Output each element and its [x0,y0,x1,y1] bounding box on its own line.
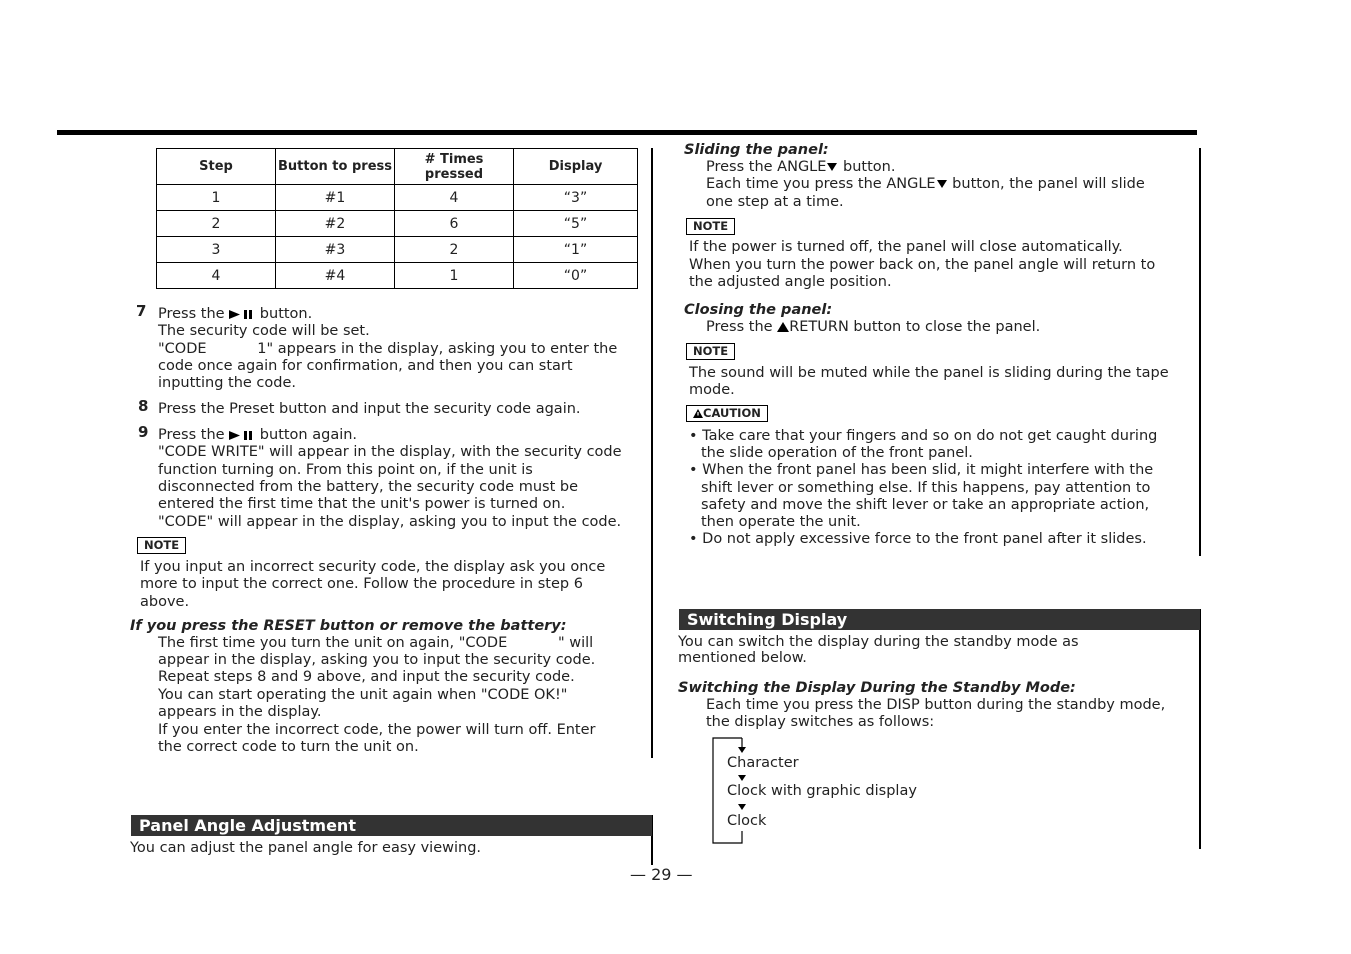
step9-line: entered the first time that the unit's power is turned on. [158,496,566,512]
step-number: 7 [136,302,147,320]
reset-line: the correct code to turn the unit on. [158,739,419,755]
switching-line: Each time you press the DISP button during the standby mode, [706,697,1166,713]
note2-line: When you turn the power back on, the panel angle will return to [689,257,1156,273]
table-header-text: # Times pressed [424,151,484,182]
note1-line: above. [140,594,190,610]
sliding-line [706,176,1145,193]
step9-post: button again. [259,427,358,443]
table-header: Display [514,149,638,185]
table-cell: 3 [157,237,276,263]
note3-line: mode. [689,382,735,398]
table-cell: “5” [514,211,638,237]
table-header [395,149,514,185]
note-badge: NOTE [686,218,735,235]
table-cell: #4 [276,263,395,289]
sliding-line1-post: button. [838,159,896,175]
down-triangle-icon [937,180,947,188]
step7-line: "CODE 1" appears in the display, asking you to enter the [158,341,618,357]
caution-line: then operate the unit. [701,514,861,530]
caution-line: • When the front panel has been slid, it might interfere with the [689,462,1154,478]
note2-line: If the power is turned off, the panel will close automatically. [689,239,1123,255]
step7-line: inputting the code. [158,375,296,391]
table-header-row [157,149,638,185]
right-rule-upper [1199,148,1201,556]
reset-line: Repeat steps 8 and 9 above, and input the security code. [158,669,575,685]
table-cell: #2 [276,211,395,237]
reset-line: appears in the display. [158,704,322,720]
flow-item: Clock [727,813,767,829]
step9-instruction [158,427,357,444]
closing-post: RETURN button to close the panel. [789,319,1041,335]
note-badge: NOTE [137,537,186,554]
step9-line: "CODE" will appear in the display, asking you to input the code. [158,514,622,530]
flow-item: Clock with graphic display [727,783,917,799]
table-row [157,263,638,289]
caution-label: CAUTION [703,406,761,420]
step9-line: "CODE WRITE" will appear in the display, with the security code [158,444,622,460]
security-code-table [156,148,638,289]
play-pause-icon [229,430,255,441]
caution-line: the slide operation of the front panel. [701,445,973,461]
right-rule-lower [1199,609,1201,849]
caution-line: safety and move the shift lever or take an appropriate action, [701,497,1150,513]
closing-pre: Press the [706,319,778,335]
note1-line: If you input an incorrect security code, the display ask you once [140,559,606,575]
step-number: 8 [138,397,149,415]
table-header: Button to press [276,149,395,185]
reset-line: You can start operating the unit again when "CODE OK!" [158,687,568,703]
table-cell: 1 [157,185,276,211]
table-cell: “0” [514,263,638,289]
step9-pre: Press the [158,427,225,443]
switching-intro-line: mentioned below. [678,650,807,666]
table-cell: 6 [395,211,514,237]
sliding-line1-pre: Press the ANGLE [706,159,827,175]
step7-line: code once again for confirmation, and then you can start [158,358,573,374]
sliding-heading: Sliding the panel: [684,142,829,158]
caution-line: shift lever or something else. If this happens, pay attention to [701,480,1151,496]
caution-line: • Do not apply excessive force to the front panel after it slides. [689,531,1147,547]
table-header: Step [157,149,276,185]
warning-icon [693,409,703,418]
page-number: — 29 — [630,865,693,884]
caution-badge [686,405,768,422]
sliding-line2-pre: Each time you press the ANGLE [706,176,936,192]
reset-line: The first time you turn the unit on again, "CODE " will [158,635,594,651]
table-cell: 4 [157,263,276,289]
switching-line: the display switches as follows: [706,714,935,730]
table-cell: 2 [395,237,514,263]
table-cell: #1 [276,185,395,211]
table-row [157,211,638,237]
flow-item: Character [727,755,799,771]
column-divider [651,148,653,758]
up-triangle-icon [777,322,789,332]
sliding-line2-post: button, the panel will slide [947,176,1145,192]
table-cell: 2 [157,211,276,237]
reset-heading: If you press the RESET button or remove the battery: [130,618,567,634]
caution-line: • Take care that your fingers and so on do not get caught during [689,428,1158,444]
table-cell: 1 [395,263,514,289]
reset-line: appear in the display, asking you to input the security code. [158,652,596,668]
reset-line: If you enter the incorrect code, the power will turn off. Enter [158,722,596,738]
switching-intro-line: You can switch the display during the standby mode as [678,634,1079,650]
note1-line: more to input the correct one. Follow the procedure in step 6 [140,576,583,592]
step7-instruction [158,306,312,323]
sliding-line [706,159,895,176]
table-cell: “3” [514,185,638,211]
note-badge: NOTE [686,343,735,360]
top-rule [57,130,1197,135]
step7-pre: Press the [158,306,225,322]
step7-post: button. [259,306,313,322]
closing-heading: Closing the panel: [684,302,833,318]
note2-line: the adjusted angle position. [689,274,892,290]
note3-line: The sound will be muted while the panel is sliding during the tape [689,365,1169,381]
section-heading-panel-angle: Panel Angle Adjustment [131,815,652,836]
table-row [157,237,638,263]
play-pause-icon [229,309,255,320]
closing-line [706,319,1040,336]
step7-line: The security code will be set. [158,323,370,339]
down-triangle-icon [827,163,837,171]
table-row [157,185,638,211]
section-heading-switching-display: Switching Display [679,609,1200,630]
sliding-line: one step at a time. [706,194,844,210]
step8-text: Press the Preset button and input the security code again. [158,401,581,417]
table-cell: 4 [395,185,514,211]
step9-line: disconnected from the battery, the security code must be [158,479,578,495]
table-cell: “1” [514,237,638,263]
step-number: 9 [138,423,149,441]
step9-line: function turning on. From this point on, if the unit is [158,462,533,478]
switching-heading: Switching the Display During the Standby Mode: [678,680,1076,696]
panel-angle-text: You can adjust the panel angle for easy viewing. [130,840,482,856]
table-cell: #3 [276,237,395,263]
